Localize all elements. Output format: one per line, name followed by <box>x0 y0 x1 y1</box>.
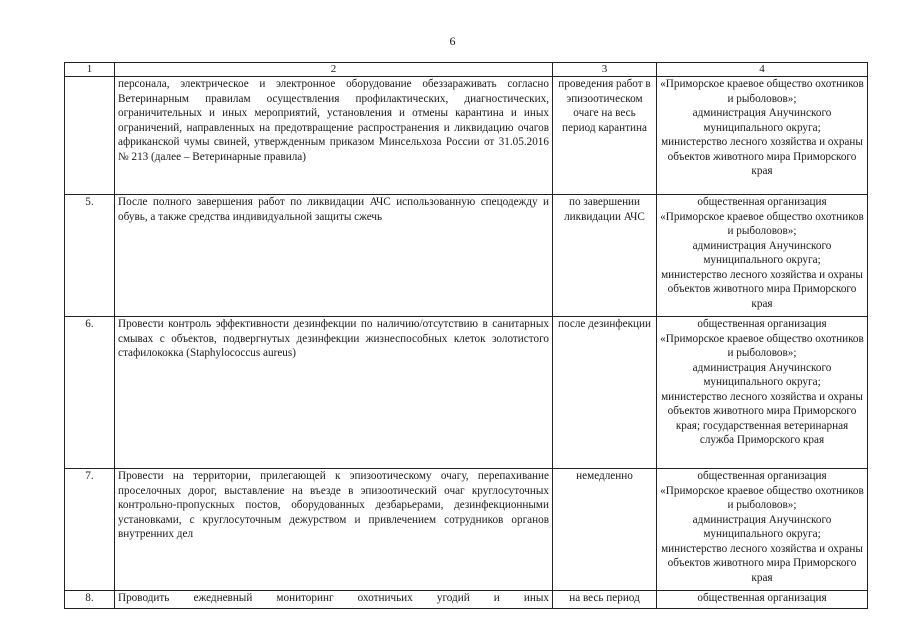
page-number: 6 <box>449 34 456 48</box>
measure-deadline: на весь период <box>553 591 657 609</box>
responsible-line: «Приморское краевое общество охотников и рыболовов»; <box>660 78 864 105</box>
responsible-line: администрация Анучинского муниципального округа; <box>692 239 832 266</box>
measure-deadline: проведения работ в эпизоотическом очаге на весь период карантина <box>553 77 657 195</box>
measure-deadline: немедленно <box>553 469 657 591</box>
row-number: 8. <box>65 591 115 609</box>
header-col-4: 4 <box>657 63 868 77</box>
responsible-line: общественная организация <box>697 318 827 330</box>
table-row <box>65 591 868 609</box>
table-row <box>65 195 868 317</box>
header-col-3: 3 <box>553 63 657 77</box>
header-col-1: 1 <box>65 63 115 77</box>
measure-responsible <box>657 591 868 609</box>
responsible-line: администрация Анучинского муниципального округа; <box>692 107 832 134</box>
table-header-row <box>65 63 868 77</box>
responsible-line: «Приморское краевое общество охотников и рыболовов»; <box>660 332 864 359</box>
row-number <box>65 77 115 195</box>
responsible-line: администрация Анучинского муниципального округа; <box>692 513 832 540</box>
measure-text: персонала, электрическое и электронное оборудование обеззараживать согласно Ветеринарным правилам осуществления профилактических, диагностических, ограничительных и иных мероприятий, установления и отмены карантина и иных ограничений, направленных на предотвращение распространения и ликвидацию очагов африканской чумы свиней, утвержденным приказом Минсельхоза России от 31.05.2016 № 213 (далее – Ветеринарные правила) <box>115 77 553 195</box>
table-row <box>65 317 868 469</box>
responsible-line: общественная организация <box>697 470 827 482</box>
responsible-line: администрация Анучинского муниципального округа; <box>692 361 832 388</box>
responsible-line: «Приморское краевое общество охотников и рыболовов»; <box>660 210 864 237</box>
responsible-line: министерство лесного хозяйства и охраны объектов животного мира Приморского края; государственная ветеринарная служба Приморского края <box>661 390 863 446</box>
table-row <box>65 469 868 591</box>
row-number: 7. <box>65 469 115 591</box>
measure-text: Проводить ежедневный мониторинг охотничьих угодий и иных <box>115 591 553 609</box>
measure-responsible <box>657 195 868 317</box>
responsible-line: министерство лесного хозяйства и охраны объектов животного мира Приморского края <box>661 136 863 177</box>
measure-responsible <box>657 77 868 195</box>
row-number: 5. <box>65 195 115 317</box>
measure-deadline: после дезинфекции <box>553 317 657 469</box>
measures-table <box>64 62 868 609</box>
responsible-line: «Приморское краевое общество охотников и рыболовов»; <box>660 484 864 511</box>
responsible-line: министерство лесного хозяйства и охраны объектов животного мира Приморского края <box>661 268 863 310</box>
measure-text: После полного завершения работ по ликвидации АЧС использованную спецодежду и обувь, а также средства индивидуальной защиты сжечь <box>115 195 553 317</box>
measure-responsible <box>657 469 868 591</box>
table-row <box>65 77 868 195</box>
row-number: 6. <box>65 317 115 469</box>
measure-deadline: по завершении ликвидации АЧС <box>553 195 657 317</box>
header-col-2: 2 <box>115 63 553 77</box>
responsible-line: общественная организация <box>697 196 827 208</box>
responsible-line: министерство лесного хозяйства и охраны объектов животного мира Приморского края <box>661 542 863 584</box>
responsible-line: общественная организация <box>697 592 827 604</box>
measure-responsible <box>657 317 868 469</box>
measure-text: Провести на территории, прилегающей к эпизоотическому очагу, перепахивание проселочных дорог, выставление на въезде в эпизоотический очаг круглосуточных контрольно-пропускных постов, оборудованных дезбарьерами, дезинфекционными установками, с круглосуточным дежурством и привлечением сотрудников органов внутренних дел <box>115 469 553 591</box>
measure-text: Провести контроль эффективности дезинфекции по наличию/отсутствию в санитарных смывах с объектов, подвергнутых дезинфекции жизнеспособных клеток золотистого стафилококка (Staphylococcus aureus) <box>115 317 553 469</box>
